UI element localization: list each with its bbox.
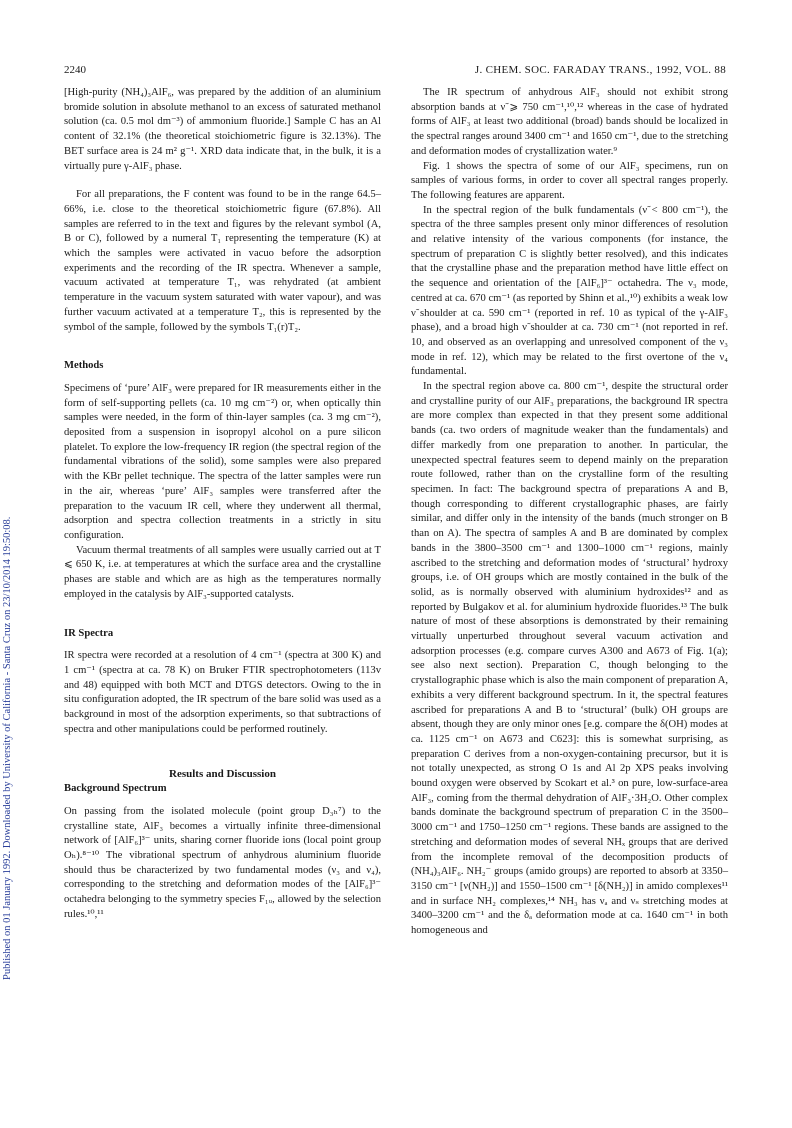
section-heading-methods: Methods [64,360,104,372]
download-notice-text: Published on 01 January 1992. Downloaded by University of California - Santa Cruz on 23/10/2014 19:50:08. [2,516,13,980]
page-number: 2240 [64,64,86,76]
paragraph: In the spectral region of the bulk fundamentals (ν̃ < 800 cm⁻¹), the spectra of the three samples present only minor differences of resolution and relative intensity of the various components (for instance, the spectrum of preparation C is slightly better resolved), and this indicates that the crystalline phase and the preparation method have little effect on the sequence and orientation of the [AlF₆]³⁻ octahedra. The ν₃ mode, centred at ca. 670 cm⁻¹ (as reported by Shinn et al.,¹⁰) exhibits a weak low ν̃ shoulder at ca. 590 cm⁻¹ (reported in ref. 10 as typical of the γ-AlF₃ phase), and a broad high ν̃ shoulder at ca. 730 cm⁻¹ (not reported in ref. 10, and observed as an overlapping and unresolved component of the ν₃ mode in ref. 12), which may be related to the first overtone of the ν₄ fundamental. [411,204,728,378]
paragraph: [High-purity (NH₄)₃AlF₆, was prepared by the addition of an aluminium bromide solution in absolute methanol to an excess of saturated methanol solution (ca. 0.5 mol dm⁻³) of ammonium fluoride.] Sample C has an Al content of 32.1% (the theoretical stoichiometric figure is 32.13%). The BET surface area is 24 m² g⁻¹. XRD data indicate that, in the bulk, it is a virtually pure γ-AlF₃ phase. [64,87,381,172]
paragraph: For all preparations, the F content was found to be in the range 64.5–66%, i.e. close to the theoretical stoichiometric figure (67.8%). All samples are referred to in the text and figures by the relevant symbol (A, B or C), followed by a numeral T₁ representing the temperature (K) at which the samples were activated in vacuo before the adsorption experiments and the recording of the IR spectra. Whenever a sample, vacuum activated at temperature T₁, was rehydrated (at ambient temperature in the vacuum system saturated with water vapour), and was further vacuum activated at a temperature T₂, this is represented by the symbol of the sample, followed by the symbols T₁(r)T₂. [64,189,381,333]
paragraph: In the spectral region above ca. 800 cm⁻¹, despite the structural order and crystalline purity of our AlF₃ preparations, the background IR spectra are more complex than expected in that they present some additional bands (ca. two orders of magnitude weaker than the fundamentals) and differ markedly from one preparation to another. In particular, the unexpected spectral features seem to depend mainly on the preparation route followed, rather than on the crystalline form of the resulting specimen. In fact: The background spectra of preparations A and B, though corresponding to different crystallographic phases, are fairly similar, and differ only in the intensity of the bands (much stronger on B than on A). The spectra of samples A and B are dominated by complex bands in the 3800–3500 cm⁻¹ and 1300–1000 cm⁻¹ regions, mainly ascribed to the stretching and deformation modes of ‘structural’ hydroxy groups, i.e. of OH groups which are mostly contained in the bulk of the solid, as is normally observed with aluminium hydroxides¹² and as reported by Bulgakov et al. for aluminium hydroxide fluorides.¹³ The bulk nature of most of these absorptions is demonstrated by their remaining virtually unperturbed throughout several vacuum activation and adsorption processes (e.g. compare curves A300 and A673 of Fig. 1(a); see also next section). Preparation C, though belonging to the crystallographic phase which is also the main component of preparation A, exhibits a very different background spectrum. In it, the spectral features ascribed for preparations A and B to ‘structural’ (bulk) OH groups are absent, though they are only minor ones [e.g. compare the δ(OH) modes at ca. 1125 cm⁻¹ on A673 and C623]: this is somewhat surprising, as preparation C derives from a non-oxygen-containing precursor, but it is not totally unexpected, as strong O 1s and Al 2p XPS peaks involving bound oxygen were observed by Scokart et al.³ on pure, low-surface-area AlF₃, coming from the thermal dehydration of AlF₃·3H₂O. Other complex bands dominate the background spectrum of preparation C in the 3500–3000 cm⁻¹ and 1750–1250 cm⁻¹ regions. These bands are assigned to the stretching and deformation modes of several NHₓ groups that are derived from the incomplete removal of the decomposition products of (NH₄)₃AlF₆. NH₂⁻ groups (amido groups) are reported to absorb at 3350–3150 cm⁻¹ [ν(NH₂)] and 1550–1500 cm⁻¹ [δ(NH₂)] in amido complexes¹¹ and in surface NH₂ complexes,¹⁴ NH₃ has νₐ and νₛ stretching modes at 3400–3200 cm⁻¹ and the δₐ deformation mode at ca. 1640 cm⁻¹ in both homogeneous and [411,381,728,937]
section-heading-results: Results and Discussion [169,768,276,781]
paragraph: IR spectra were recorded at a resolution of 4 cm⁻¹ (spectra at 300 K) and 1 cm⁻¹ (spectra at ca. 78 K) on Bruker FTIR spectrophotometers (113v and 48) equipped with both MCT and DTGS detectors. Owing to the in situ configuration adopted, the IR spectrum of the bare solid was used as a background in most of the adsorption experiments, so that subtractions of spectra and other manipulations could be performed routinely. [64,650,381,735]
paragraph: Vacuum thermal treatments of all samples were usually carried out at T ⩽ 650 K, i.e. at temperatures at which the surface area and the crystalline phases are stable and which are as high as the temperatures normally employed in the catalysis by AlF₃-supported catalysts. [64,544,381,600]
section-heading-ir-spectra: IR Spectra [64,627,114,639]
subsection-heading-background: Background Spectrum [64,783,167,795]
paragraph: Fig. 1 shows the spectra of some of our AlF₃ specimens, run on samples of various forms, in order to cover all spectral ranges properly. The following features are apparent. [411,160,728,201]
download-notice [2,200,16,980]
running-head: J. CHEM. SOC. FARADAY TRANS., 1992, VOL. 88 [474,64,726,76]
paragraph: The IR spectrum of anhydrous AlF₃ should not exhibit strong absorption bands at ν̃ ⩾ 750 cm⁻¹,¹⁰,¹² whereas in the case of hydrated forms of AlF₃ at least two additional (broad) bands should be localized in the spectral ranges around 3400 cm⁻¹ and 1650 cm⁻¹, due to the stretching and deformation modes of crystallization water.⁹ [411,87,728,157]
paragraph: On passing from the isolated molecule (point group D₃ₕ⁷) to the crystalline state, AlF₃ becomes a virtually infinite three-dimensional network of [AlF₆]³⁻ units, sharing corner fluoride ions (local point group Oₕ).⁸⁻¹⁰ The vibrational spectrum of anhydrous aluminium fluoride should thus be characterized by two fundamental modes (ν₃ and ν₄), corresponding to the stretching and deformation modes of the [AlF₆]³⁻ octahedra belonging to the symmetry species F₁ᵤ, allowed by the selection rules.¹⁰,¹¹ [64,805,381,920]
right-column [411,86,728,939]
paragraph: Specimens of ‘pure’ AlF₃ were prepared for IR measurements either in the form of self-supporting pellets (ca. 10 mg cm⁻²) or, when optically thin samples were needed, in the form of thin-layer samples (ca. 3 mg cm⁻²), deposited from a suspension in isopropyl alcohol on a pure silicon platelet. To explore the low-frequency IR region (the spectral region of the fundamental vibrations of the solid), some samples were also prepared with the KBr pellet technique. The spectra of the latter samples were run in the air, whereas ‘pure’ AlF₃ samples were transferred after the preparation to the vacuum IR cell, where they underwent all thermal, adsorption and spectra collection treatments in a strictly in situ configuration. [64,382,381,541]
left-column [64,86,381,922]
